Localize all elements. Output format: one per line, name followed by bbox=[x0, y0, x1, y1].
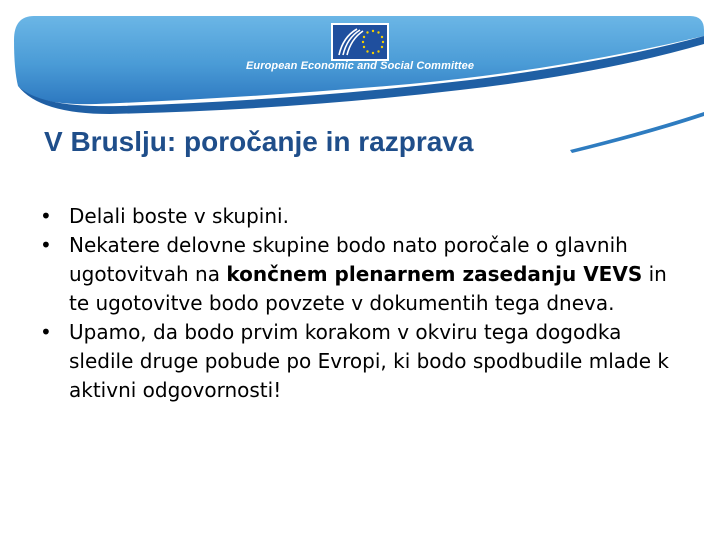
slide-title: V Bruslju: poročanje in razprava bbox=[44, 126, 474, 157]
bullet-list bbox=[40, 202, 680, 405]
bullet-item bbox=[40, 318, 680, 405]
bullet-text: Nekatere delovne skupine bodo nato poročale o glavnih ugotovitvah na bbox=[69, 233, 628, 286]
bullet-dot: • bbox=[40, 233, 52, 257]
eesc-logo bbox=[331, 23, 389, 61]
bullet-text: Upamo, da bodo prvim korakom v okviru tega dogodka sledile druge pobude po Evropi, ki bodo spodbudile mlade k aktivni odgovornosti! bbox=[69, 320, 669, 402]
bullet-dot: • bbox=[40, 320, 52, 344]
bullet-item bbox=[40, 202, 680, 231]
bullet-item bbox=[40, 231, 680, 318]
bullet-text: Delali boste v skupini. bbox=[69, 204, 289, 228]
accent-line bbox=[570, 112, 704, 153]
bullet-emphasis: končnem plenarnem zasedanju VEVS bbox=[226, 262, 643, 286]
bullet-text: in te ugotovitve bodo povzete v dokumentih tega dneva. bbox=[69, 262, 667, 315]
organization-name: European Economic and Social Committee bbox=[245, 60, 475, 72]
bullet-dot: • bbox=[40, 204, 52, 228]
